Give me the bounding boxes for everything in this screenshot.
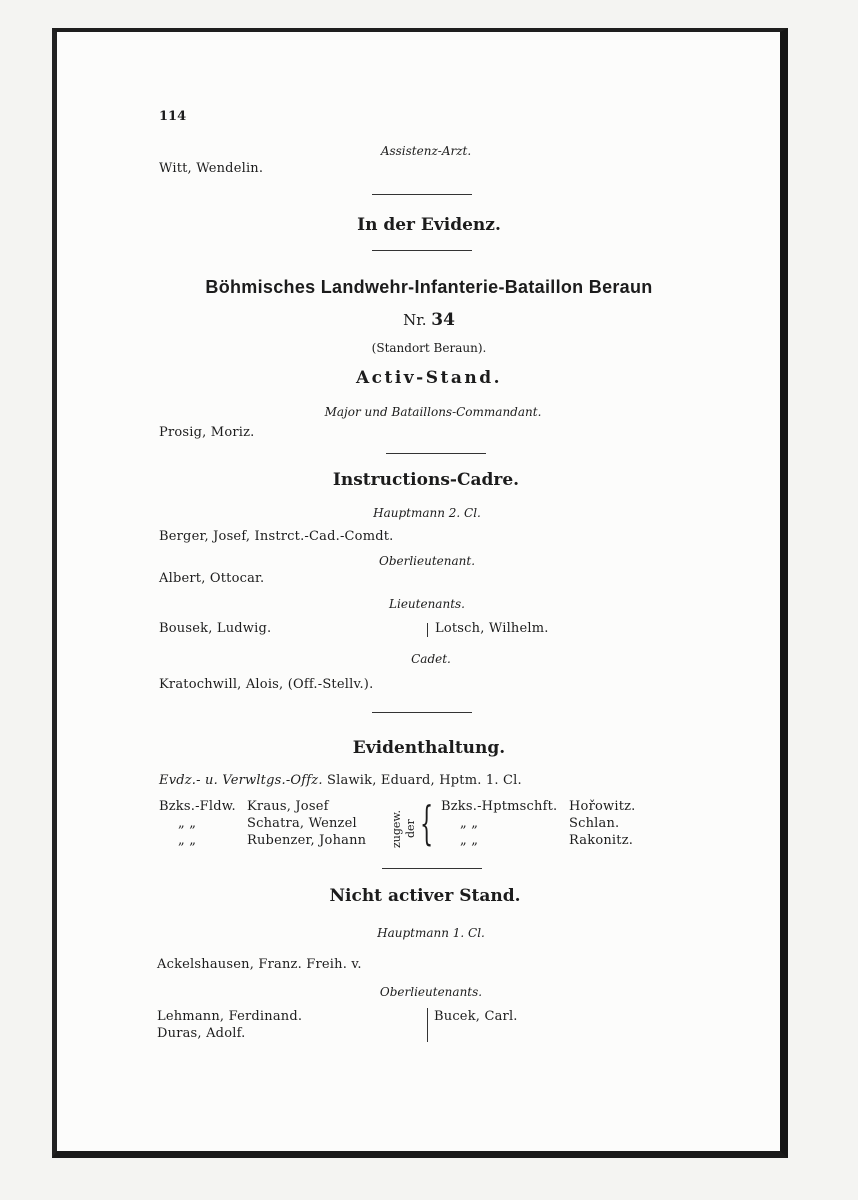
name-albert: Albert, Ottocar. [159,571,265,586]
row-dest-prefix: „ „ [460,816,479,831]
row-prefix: „ „ [178,833,197,848]
row-prefix: Bzks.-Fldw. [159,799,236,814]
rank-oberlieutenants: Oberlieutenants. [379,985,483,999]
der-label: der [404,819,417,838]
name-witt: Witt, Wendelin. [159,161,264,176]
row-name: Rubenzer, Johann [247,833,367,848]
nr-value: 34 [431,310,455,330]
row-dest-prefix: Bzks.-Hptmschft. [441,799,558,814]
rank-cadet: Cadet. [411,652,451,666]
rank-hauptmann-1: Hauptmann 1. Cl. [377,926,485,940]
row-prefix: „ „ [178,816,197,831]
heading-evidenthaltung: Evidenthaltung. [352,738,506,758]
heading-nicht-activer-stand: Nicht activer Stand. [329,886,521,906]
divider [386,453,486,454]
column-divider [427,623,428,637]
standort: (Standort Beraun). [371,341,487,355]
row-dest: Rakonitz. [569,833,634,848]
row-dest: Schlan. [569,816,620,831]
divider [372,250,472,251]
heading-in-der-evidenz: In der Evidenz. [357,215,501,235]
name-duras: Duras, Adolf. [157,1026,246,1041]
divider [382,868,482,869]
rank-major: Major und Bataillons-Commandant. [324,405,542,419]
name-berger: Berger, Josef, Instrct.-Cad.-Comdt. [159,529,394,544]
divider [372,712,472,713]
brace: { [420,796,434,850]
nr-prefix: Nr. [403,311,427,329]
row-dest-prefix: „ „ [460,833,479,848]
divider [372,194,472,195]
rank-hauptmann-2: Hauptmann 2. Cl. [373,506,481,520]
name-kratochwill: Kratochwill, Alois, (Off.-Stellv.). [159,677,374,692]
name-prosig: Prosig, Moriz. [159,425,255,440]
evidenz-officer [159,773,522,788]
heading-instructions-cadre: Instructions-Cadre. [332,470,520,490]
rank-assistenz-arzt: Assistenz-Arzt. [380,144,472,158]
name-lehmann: Lehmann, Ferdinand. [157,1009,303,1024]
name-bousek: Bousek, Ludwig. [159,621,272,636]
zugew-label: zugew. [390,809,403,848]
officer-prefix: Evdz.- u. Verwltgs.-Offz. [159,773,323,788]
name-lotsch: Lotsch, Wilhelm. [435,621,549,636]
row-name: Schatra, Wenzel [247,816,357,831]
battalion-number [403,310,455,330]
column-divider [427,1008,428,1042]
rank-oberlieutenant: Oberlieutenant. [378,554,476,568]
officer-name: Slawik, Eduard, Hptm. 1. Cl. [327,773,522,788]
battalion-title: Böhmisches Landwehr-Infanterie-Bataillon Beraun [205,277,653,297]
page-number: 114 [159,109,187,124]
heading-activ-stand: Activ-Stand. [355,368,503,388]
name-ackelshausen: Ackelshausen, Franz. Freih. v. [157,957,362,972]
row-dest: Hořowitz. [569,799,636,814]
rank-lieutenants: Lieutenants. [389,597,465,611]
name-bucek: Bucek, Carl. [434,1009,518,1024]
row-name: Kraus, Josef [247,799,329,814]
